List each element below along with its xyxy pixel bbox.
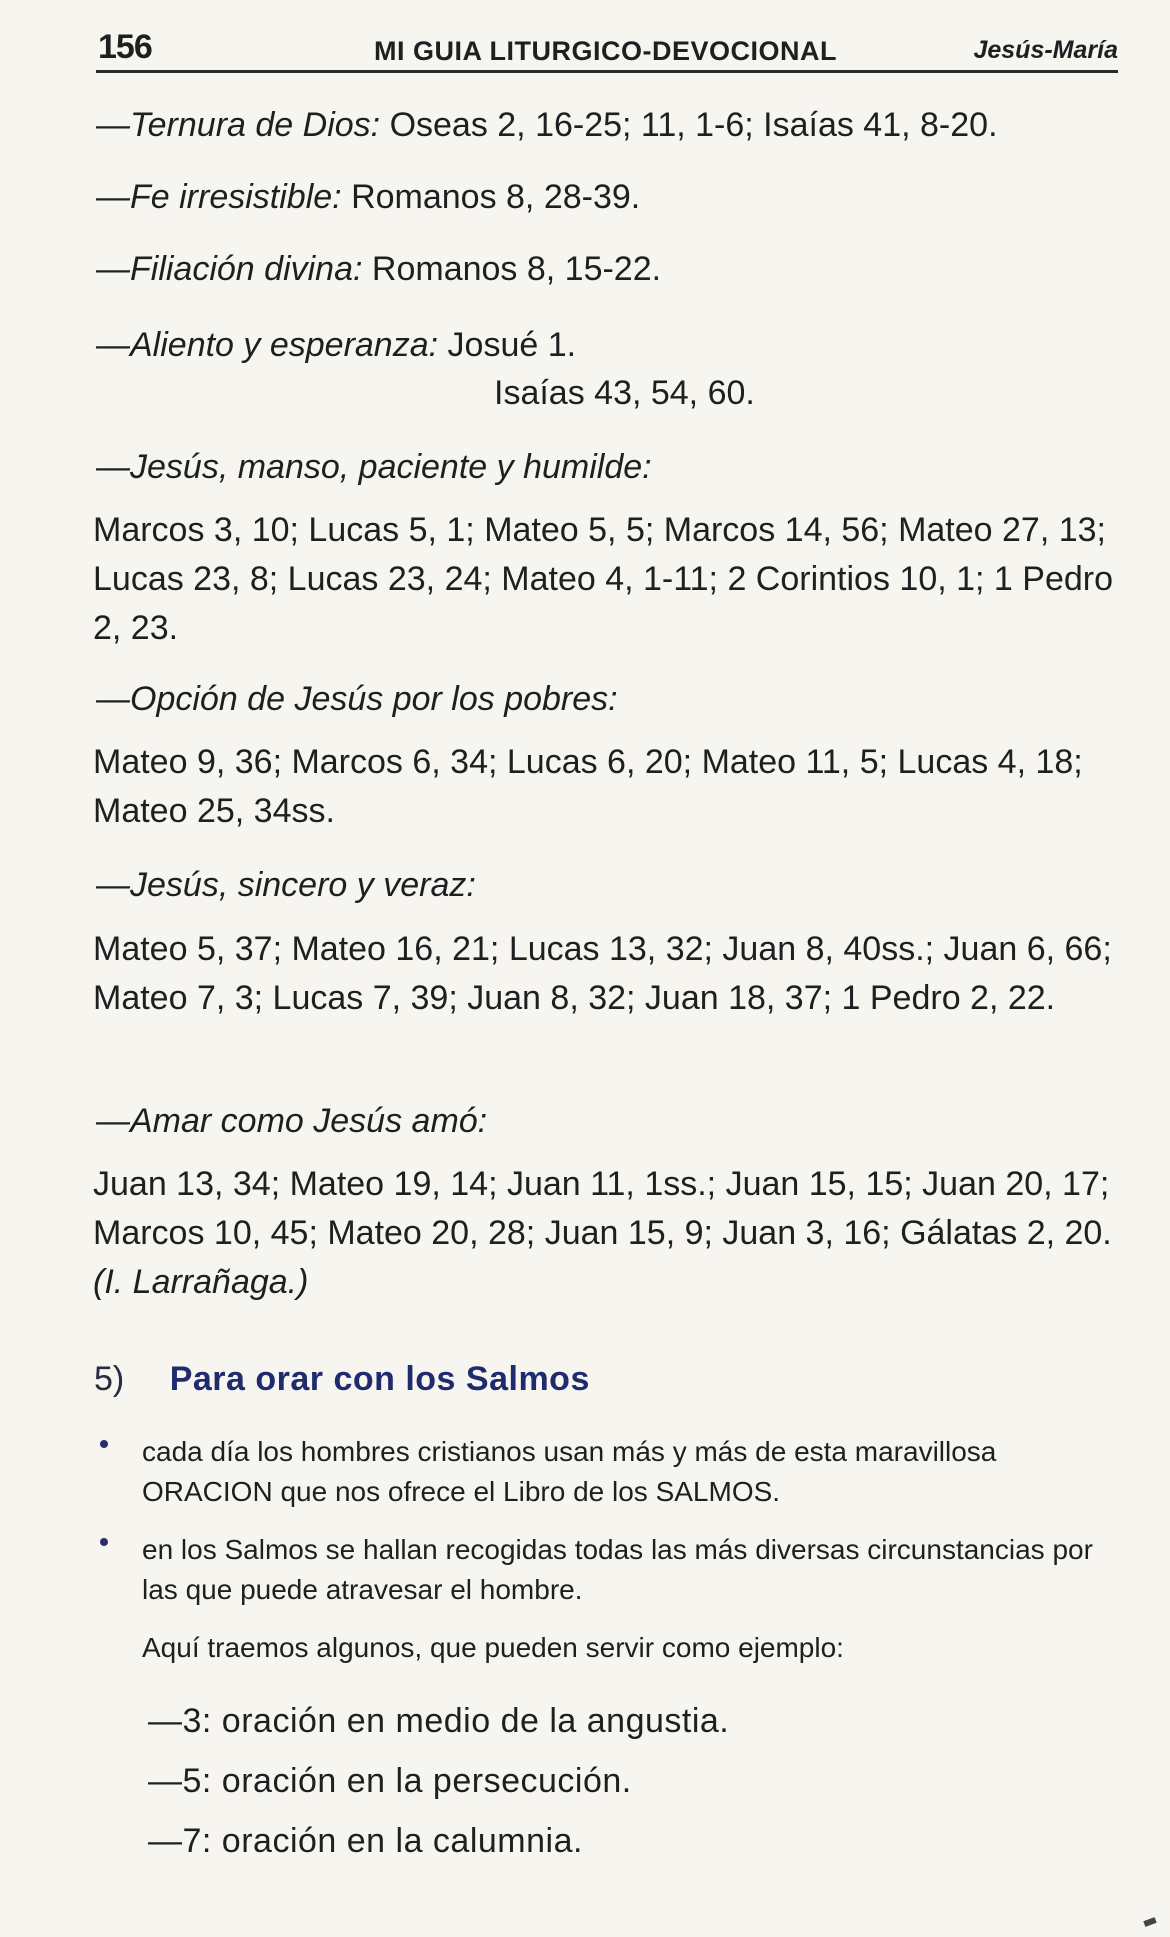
- theme-refs: Josué 1.: [447, 326, 577, 364]
- block-refs: [93, 1160, 1121, 1307]
- bullet-text: cada día los hombres cristianos usan más y más de esta maravillosa ORACION que nos ofrece el Libro de los SALMOS.: [142, 1436, 997, 1507]
- theme-label: —Aliento y esperanza:: [96, 326, 439, 364]
- block-refs: Marcos 3, 10; Lucas 5, 1; Mateo 5, 5; Marcos 14, 56; Mateo 27, 13; Lucas 23, 8; Lucas 23, 24; Mateo 4, 1-11; 2 Corintios 10, 1; 1 Pedro 2, 23.: [93, 511, 1113, 647]
- theme-line: [96, 106, 998, 145]
- block-refs-text: Juan 13, 34; Mateo 19, 14; Juan 11, 1ss.; Juan 15, 15; Juan 20, 17; Marcos 10, 45; Mateo 20, 28; Juan 15, 9; Juan 3, 16; Gálatas 2, 20.: [93, 1165, 1112, 1252]
- section-title: Para orar con los Salmos: [169, 1360, 590, 1398]
- page-number: 156: [98, 28, 152, 66]
- running-author: Jesús-María: [973, 36, 1118, 64]
- attribution: (I. Larrañaga.): [93, 1263, 309, 1301]
- theme-line: [96, 326, 576, 365]
- section-heading: [94, 1360, 590, 1399]
- page-speck: [1143, 1917, 1156, 1927]
- page-header: [96, 26, 1118, 72]
- block-label: —Opción de Jesús por los pobres:: [96, 680, 618, 718]
- block-label: —Jesús, manso, paciente y humilde:: [96, 448, 652, 486]
- block-label: —Jesús, sincero y veraz:: [96, 866, 476, 904]
- psalm-item: —7: oración en la calumnia.: [148, 1822, 583, 1860]
- theme-refs: Oseas 2, 16-25; 11, 1-6; Isaías 41, 8-20.: [389, 106, 998, 144]
- section-number: 5): [94, 1360, 125, 1398]
- theme-line: [96, 178, 640, 217]
- header-rule: [96, 70, 1118, 73]
- intro-text: Aquí traemos algunos, que pueden servir como ejemplo:: [142, 1632, 844, 1663]
- theme-line: [96, 250, 661, 289]
- psalm-item: —5: oración en la persecución.: [148, 1762, 632, 1800]
- theme-refs-continued: Isaías 43, 54, 60.: [494, 374, 755, 412]
- theme-label: —Filiación divina:: [96, 250, 363, 288]
- running-title: MI GUIA LITURGICO-DEVOCIONAL: [374, 36, 837, 66]
- theme-refs: Romanos 8, 15-22.: [371, 250, 662, 288]
- theme-label: —Fe irresistible:: [96, 178, 342, 216]
- psalm-item: —3: oración en medio de la angustia.: [148, 1702, 730, 1740]
- block-refs: Mateo 9, 36; Marcos 6, 34; Lucas 6, 20; Mateo 11, 5; Lucas 4, 18; Mateo 25, 34ss.: [93, 743, 1083, 830]
- bullet-text: en los Salmos se hallan recogidas todas las más diversas circunstancias por las que puede atravesar el hombre.: [142, 1534, 1093, 1605]
- block-refs: Mateo 5, 37; Mateo 16, 21; Lucas 13, 32; Juan 8, 40ss.; Juan 6, 66; Mateo 7, 3; Lucas 7, 39; Juan 8, 32; Juan 18, 37; 1 Pedro 2, 22.: [93, 930, 1112, 1017]
- bullet-icon: [100, 1440, 108, 1448]
- theme-refs: Romanos 8, 28-39.: [351, 178, 641, 216]
- bullet-icon: [100, 1538, 108, 1546]
- theme-label: —Ternura de Dios:: [96, 106, 381, 144]
- block-label: —Amar como Jesús amó:: [96, 1102, 488, 1140]
